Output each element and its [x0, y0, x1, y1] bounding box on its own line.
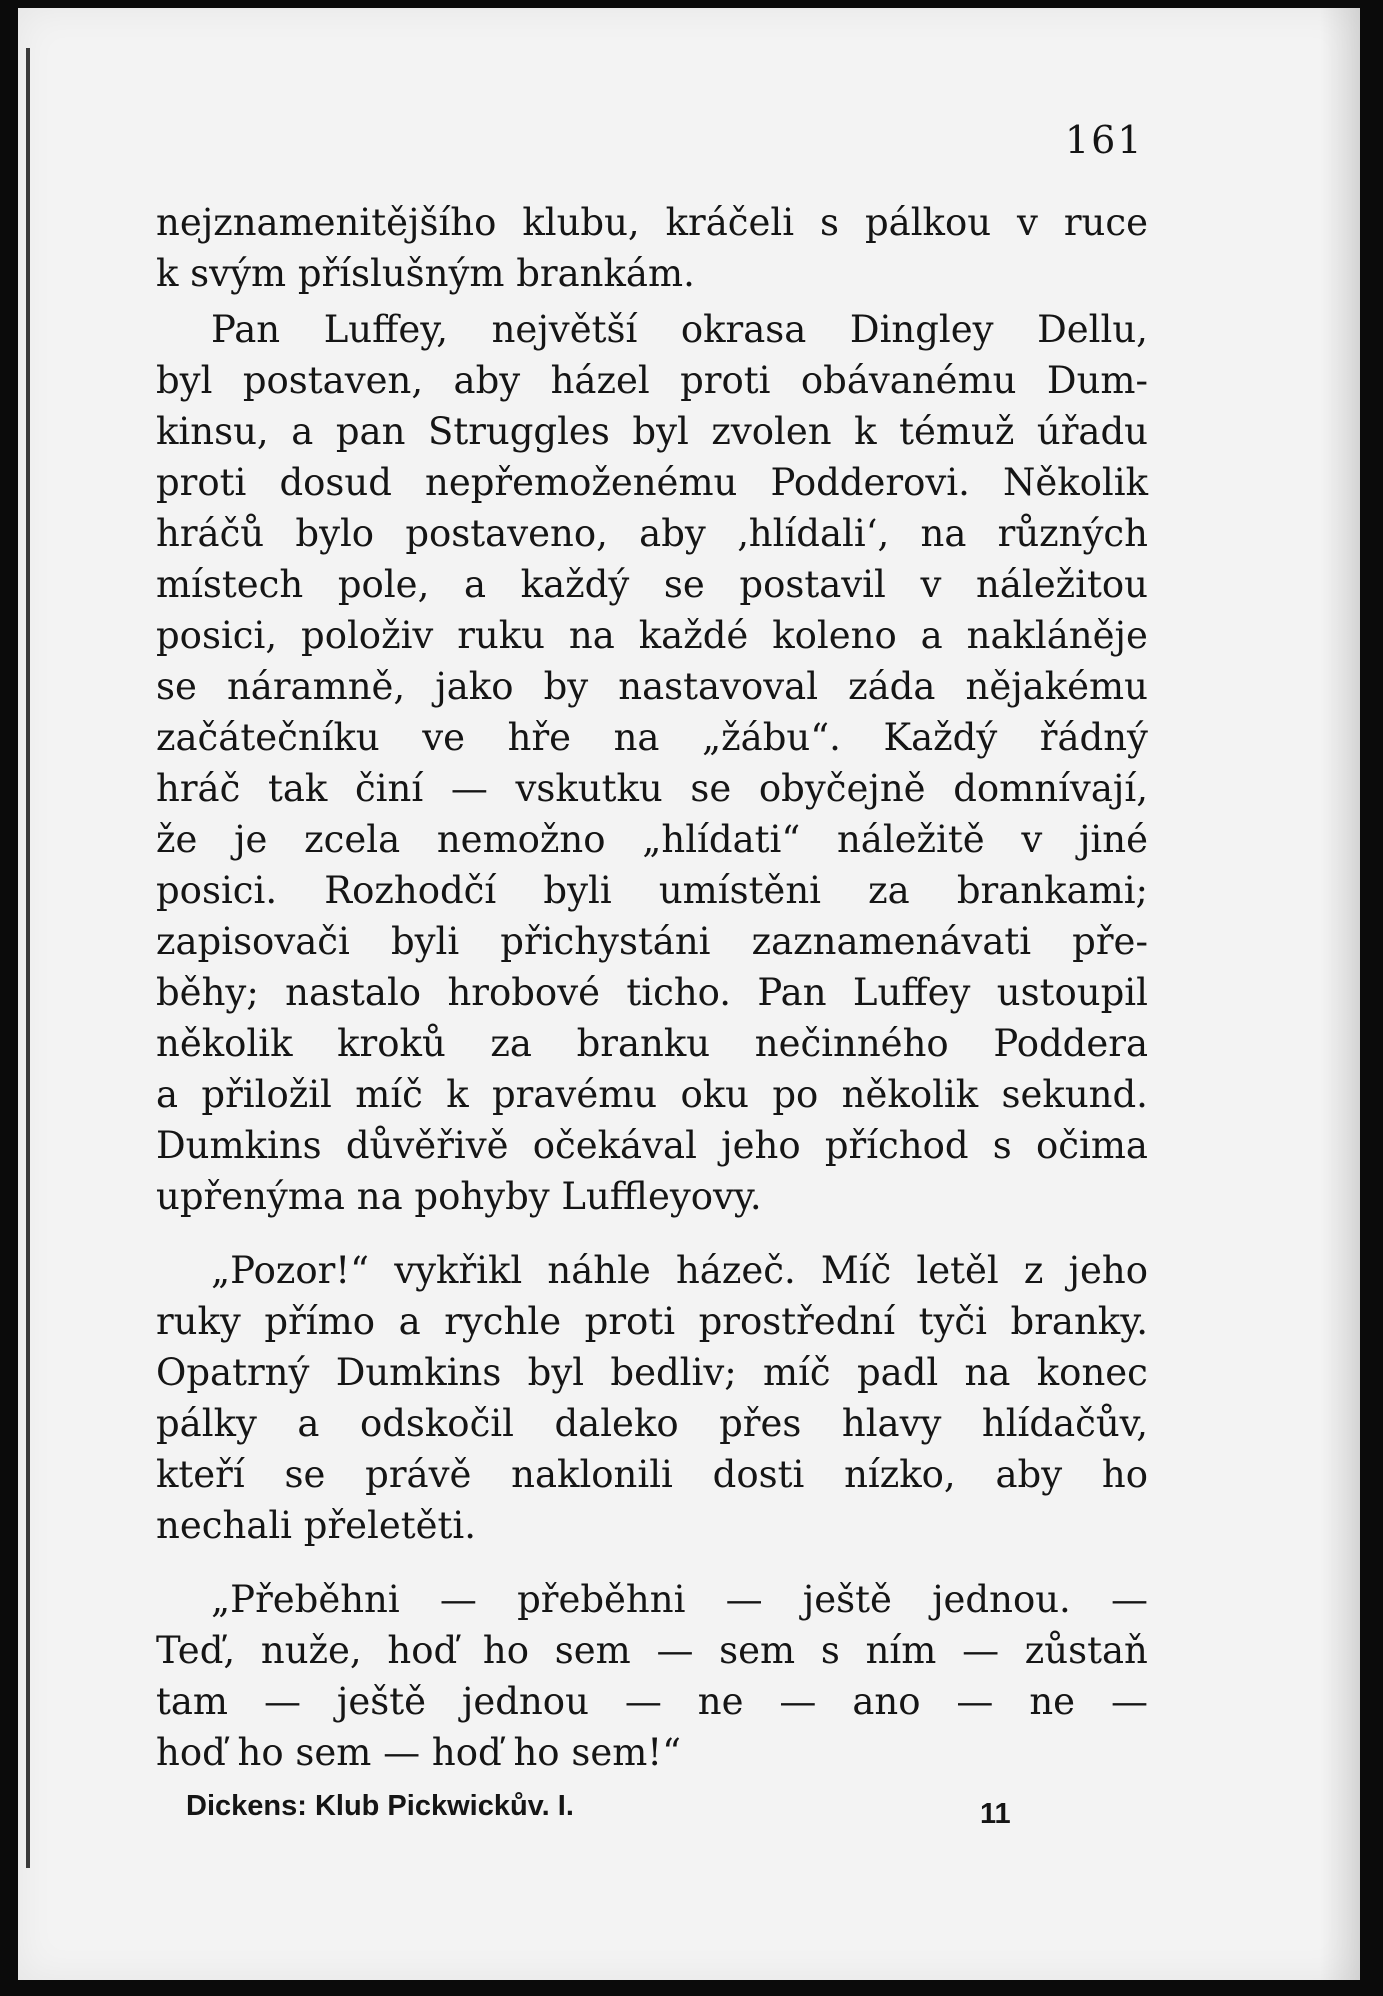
- word: sem: [554, 1629, 631, 1672]
- word: oku: [680, 1073, 750, 1116]
- word: ruku: [457, 614, 546, 657]
- text-line: [156, 1120, 1148, 1171]
- word: náhle: [547, 1249, 651, 1292]
- word: činí: [354, 767, 424, 810]
- word: jeho: [721, 1124, 801, 1167]
- word: každé: [638, 614, 749, 657]
- word: posici.: [156, 869, 278, 912]
- word: —: [656, 1629, 694, 1672]
- word: Dingley: [849, 308, 994, 351]
- word: náležitou: [976, 563, 1148, 606]
- text-line: [156, 406, 1148, 457]
- word: aby: [639, 512, 706, 555]
- signature-mark: 11: [980, 1798, 1011, 1830]
- word: ‚hlídali‘,: [737, 512, 890, 555]
- word: Pan: [211, 308, 281, 351]
- text-line: [156, 1171, 1148, 1222]
- word: míč: [763, 1351, 831, 1394]
- word: záda: [848, 665, 936, 708]
- text-line: [156, 1625, 1148, 1676]
- word: umístěni: [658, 869, 821, 912]
- word: Dum-: [1046, 359, 1148, 402]
- word: byl: [632, 410, 689, 453]
- word: rychle: [444, 1300, 562, 1343]
- word: několik: [156, 1022, 293, 1065]
- word: se: [284, 1453, 326, 1496]
- word: zvolen: [711, 410, 832, 453]
- word: v: [920, 563, 942, 606]
- word: byl: [527, 1351, 585, 1394]
- word: ho: [1101, 1453, 1148, 1496]
- text-line: [156, 1347, 1148, 1398]
- word: a: [463, 563, 487, 606]
- word: a: [920, 614, 943, 657]
- word: postavil: [739, 563, 886, 606]
- word: přímo: [264, 1300, 375, 1343]
- word: letěl: [916, 1249, 999, 1292]
- word: jiné: [1078, 818, 1148, 861]
- word: k: [446, 1073, 469, 1116]
- word: na: [964, 1351, 1011, 1394]
- word: konec: [1036, 1351, 1148, 1394]
- word: —: [956, 1680, 994, 1723]
- word: různých: [997, 512, 1148, 555]
- word: běhy;: [156, 971, 259, 1014]
- word: domnívají,: [953, 767, 1148, 810]
- word: náležitě: [836, 818, 985, 861]
- word: přichystáni: [500, 920, 711, 963]
- footer-reference: Dickens: Klub Pickwickův. I.: [186, 1790, 574, 1822]
- word: zcela: [304, 818, 401, 861]
- text-line: [156, 916, 1148, 967]
- word: prostřední: [698, 1300, 896, 1343]
- word: hře: [507, 716, 572, 759]
- word: pole,: [337, 563, 430, 606]
- paragraph: [156, 304, 1148, 1222]
- word: nuže,: [260, 1629, 362, 1672]
- word: náramně,: [226, 665, 406, 708]
- text-line: [156, 712, 1148, 763]
- word: ruky: [156, 1300, 241, 1343]
- word: nepřemoženému: [424, 461, 738, 504]
- word: nejznamenitějšího: [156, 201, 497, 244]
- word: Luffey: [852, 971, 971, 1014]
- word: ještě: [336, 1680, 426, 1723]
- word: ve: [422, 716, 466, 759]
- page-number: 161: [1065, 118, 1144, 162]
- text-line: [156, 814, 1148, 865]
- word: koleno: [772, 614, 897, 657]
- word: každý: [520, 563, 630, 606]
- word: brankami;: [956, 869, 1148, 912]
- word: hráč: [156, 767, 241, 810]
- word: přes: [719, 1402, 802, 1445]
- word: aby: [995, 1453, 1063, 1496]
- word: naklonili: [511, 1453, 673, 1496]
- text-line: [156, 355, 1148, 406]
- word: ne: [697, 1680, 744, 1723]
- word: se: [690, 767, 732, 810]
- word: daleko: [554, 1402, 679, 1445]
- word: vskutku: [515, 767, 663, 810]
- text-line: [156, 457, 1148, 508]
- word: okrasa: [680, 308, 807, 351]
- word: branku: [576, 1022, 711, 1065]
- text-line: [156, 1727, 1148, 1778]
- word: příchod: [824, 1124, 969, 1167]
- word: kinsu,: [156, 410, 269, 453]
- word: největší: [491, 308, 638, 351]
- word: jednou: [461, 1680, 589, 1723]
- word: se: [156, 665, 197, 708]
- word: vykřikl: [394, 1249, 523, 1292]
- word: hráčů: [156, 512, 265, 555]
- word: s: [820, 201, 840, 244]
- text-line: [156, 1296, 1148, 1347]
- line-text: nechali přeletěti.: [156, 1504, 476, 1547]
- word: s: [992, 1124, 1012, 1167]
- word: proti: [680, 359, 771, 402]
- word: „Pozor!“: [211, 1249, 370, 1292]
- word: v: [1017, 201, 1038, 244]
- text-line: [156, 610, 1148, 661]
- word: začátečníku: [156, 716, 380, 759]
- text-line: [156, 1069, 1148, 1120]
- word: aby: [453, 359, 521, 402]
- word: z: [1023, 1249, 1044, 1292]
- word: k: [854, 410, 877, 453]
- word: jeho: [1068, 1249, 1148, 1292]
- word: pálkou: [864, 201, 992, 244]
- word: —: [624, 1680, 662, 1723]
- text-line: [156, 865, 1148, 916]
- word: ne: [1029, 1680, 1076, 1723]
- word: byli: [543, 869, 612, 912]
- text-line: [156, 1449, 1148, 1500]
- word: Luffey,: [323, 308, 449, 351]
- word: sem: [719, 1629, 796, 1672]
- text-line: [156, 1574, 1148, 1625]
- word: hlavy: [841, 1402, 942, 1445]
- word: bylo: [295, 512, 375, 555]
- word: proti: [584, 1300, 676, 1343]
- paragraph: [156, 1574, 1148, 1778]
- word: po: [772, 1073, 819, 1116]
- word: kroků: [337, 1022, 446, 1065]
- word: tam: [156, 1680, 229, 1723]
- word: ruce: [1063, 201, 1148, 244]
- word: „Přeběhni: [211, 1578, 400, 1621]
- word: —: [263, 1680, 301, 1723]
- word: Pan: [757, 971, 827, 1014]
- word: v: [1021, 818, 1043, 861]
- word: kteří: [156, 1453, 245, 1496]
- text-line: [156, 1245, 1148, 1296]
- text-line: [156, 967, 1148, 1018]
- word: očima: [1035, 1124, 1148, 1167]
- word: Teď,: [156, 1629, 236, 1672]
- word: jako: [435, 665, 514, 708]
- word: několik: [841, 1073, 979, 1116]
- word: právě: [365, 1453, 472, 1496]
- word: kráčeli: [665, 201, 795, 244]
- word: položiv: [301, 614, 434, 657]
- word: tyči: [918, 1300, 987, 1343]
- word: a: [291, 410, 314, 453]
- word: padl: [856, 1351, 939, 1394]
- scanned-page: [18, 8, 1360, 1980]
- word: nemožno: [436, 818, 606, 861]
- word: ním: [865, 1629, 937, 1672]
- text-line: [156, 1676, 1148, 1727]
- word: místech: [156, 563, 304, 606]
- word: branky.: [1010, 1300, 1148, 1343]
- word: Poddera: [993, 1022, 1148, 1065]
- word: by: [543, 665, 589, 708]
- word: Dumkins: [335, 1351, 502, 1394]
- word: a: [297, 1402, 320, 1445]
- text-line: [156, 304, 1148, 355]
- word: na: [920, 512, 967, 555]
- word: —: [450, 767, 488, 810]
- word: zapisovači: [156, 920, 350, 963]
- word: hrobové: [447, 971, 601, 1014]
- word: tak: [267, 767, 328, 810]
- word: nakláněje: [966, 614, 1148, 657]
- word: byl: [156, 359, 213, 402]
- word: „hlídati“: [642, 818, 801, 861]
- word: Opatrný: [156, 1351, 310, 1394]
- text-line: [156, 661, 1148, 712]
- word: —: [439, 1578, 477, 1621]
- word: —: [779, 1680, 817, 1723]
- word: posici,: [156, 614, 278, 657]
- word: Míč: [820, 1249, 892, 1292]
- word: na: [568, 614, 615, 657]
- word: důvěřivě: [345, 1124, 509, 1167]
- word: očekával: [532, 1124, 697, 1167]
- text-line: [156, 559, 1148, 610]
- page-footer: [186, 1790, 1046, 1830]
- word: přiložil: [201, 1073, 332, 1116]
- word: odskočil: [359, 1402, 514, 1445]
- text-line: [156, 197, 1148, 248]
- word: klubu,: [522, 201, 640, 244]
- body-text: [156, 197, 1148, 1778]
- paragraph: [156, 197, 1148, 299]
- word: s: [820, 1629, 840, 1672]
- word: dosud: [279, 461, 392, 504]
- word: zaznamenávati: [751, 920, 1032, 963]
- word: —: [962, 1629, 1000, 1672]
- text-line: [156, 248, 1148, 299]
- word: proti: [156, 461, 247, 504]
- word: témuž: [899, 410, 1015, 453]
- word: —: [725, 1578, 763, 1621]
- word: Několik: [1002, 461, 1148, 504]
- word: jednou.: [932, 1578, 1071, 1621]
- word: ustoupil: [996, 971, 1148, 1014]
- word: pře-: [1072, 920, 1148, 963]
- word: dosti: [712, 1453, 805, 1496]
- word: hoď: [387, 1629, 458, 1672]
- word: pravému: [491, 1073, 658, 1116]
- word: pálky: [156, 1402, 257, 1445]
- word: nastalo: [285, 971, 422, 1014]
- word: přeběhni: [517, 1578, 686, 1621]
- word: za: [868, 869, 910, 912]
- text-line: [156, 1500, 1148, 1551]
- word: řádný: [1039, 716, 1148, 759]
- text-line: [156, 763, 1148, 814]
- word: je: [234, 818, 268, 861]
- word: sekund.: [1001, 1073, 1148, 1116]
- word: a: [156, 1073, 179, 1116]
- word: Podderovi.: [770, 461, 970, 504]
- word: zůstaň: [1024, 1629, 1148, 1672]
- word: nečinného: [754, 1022, 949, 1065]
- word: nastavoval: [618, 665, 819, 708]
- word: nízko,: [844, 1453, 956, 1496]
- binding-edge: [26, 48, 30, 1868]
- text-line: [156, 1398, 1148, 1449]
- word: ho: [482, 1629, 530, 1672]
- word: ano: [852, 1680, 921, 1723]
- word: Rozhodčí: [324, 869, 497, 912]
- word: nějakému: [965, 665, 1148, 708]
- word: —: [1110, 1578, 1148, 1621]
- word: obávanému: [800, 359, 1017, 402]
- word: postaven,: [242, 359, 424, 402]
- page-shadow: [1320, 8, 1360, 1980]
- text-line: [156, 508, 1148, 559]
- word: byli: [390, 920, 460, 963]
- word: úřadu: [1036, 410, 1148, 453]
- word: bedliv;: [610, 1351, 737, 1394]
- word: házel: [550, 359, 650, 402]
- word: Dellu,: [1037, 308, 1148, 351]
- word: obyčejně: [758, 767, 926, 810]
- word: a: [398, 1300, 421, 1343]
- word: postaveno,: [405, 512, 608, 555]
- word: na: [613, 716, 660, 759]
- word: hlídačův,: [981, 1402, 1148, 1445]
- word: ještě: [802, 1578, 892, 1621]
- word: —: [1111, 1680, 1148, 1723]
- word: ticho.: [626, 971, 732, 1014]
- word: „žábu“.: [701, 716, 841, 759]
- word: míč: [355, 1073, 423, 1116]
- text-line: [156, 1018, 1148, 1069]
- word: Struggles: [428, 410, 610, 453]
- word: Každý: [883, 716, 998, 759]
- word: za: [490, 1022, 532, 1065]
- line-text: upřenýma na pohyby Luffleyovy.: [156, 1175, 762, 1218]
- word: že: [156, 818, 198, 861]
- word: Dumkins: [156, 1124, 322, 1167]
- line-text: k svým příslušným brankám.: [156, 252, 695, 295]
- word: se: [663, 563, 705, 606]
- word: pan: [335, 410, 406, 453]
- paragraph: [156, 1245, 1148, 1551]
- word: házeč.: [675, 1249, 796, 1292]
- line-text: hoď ho sem — hoď ho sem!“: [156, 1731, 682, 1774]
